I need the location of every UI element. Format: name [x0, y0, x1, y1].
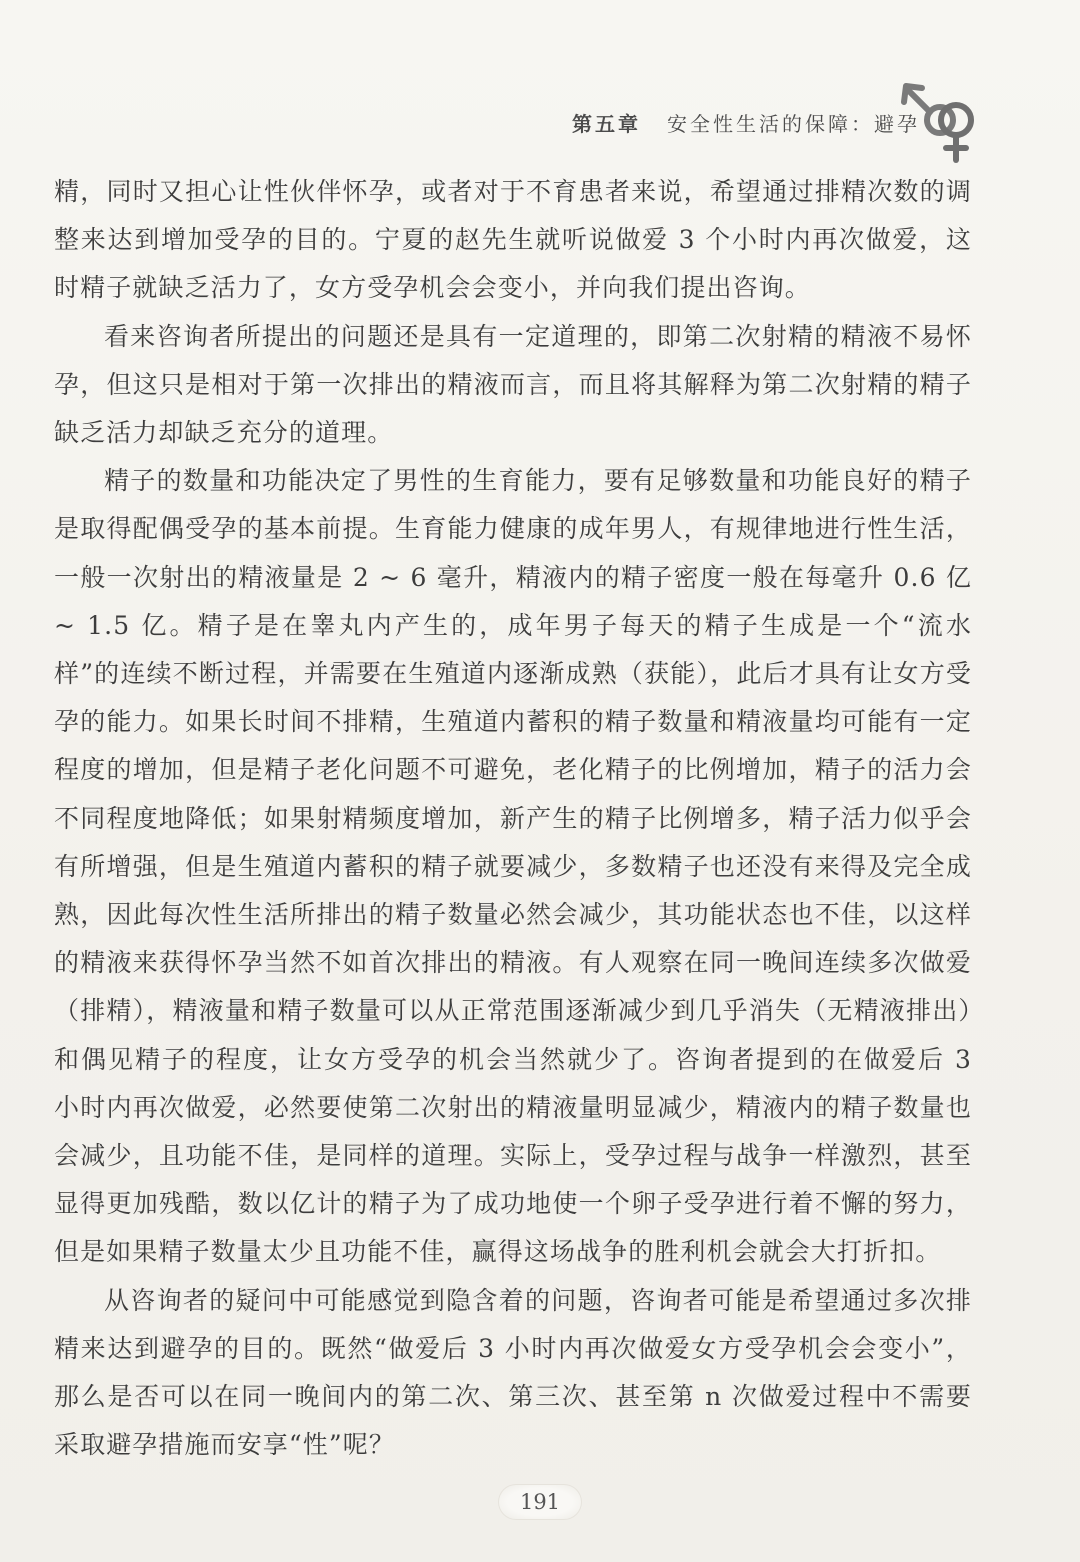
paragraph: 看来咨询者所提出的问题还是具有一定道理的，即第二次射精的精液不易怀孕，但这只是相对于第一次排出的精液而言，而且将其解释为第二次射精的精子缺乏活力却缺乏充分的道理。 [54, 321, 972, 448]
chapter-label: 第五章 [572, 112, 641, 136]
paragraph: 精，同时又担心让性伙伴怀孕，或者对于不育患者来说，希望通过排精次数的调整来达到增加受孕的目的。宁夏的赵先生就听说做爱 3 个小时内再次做爱，这时精子就缺乏活力了，女方受孕机会会变小，并向我们提出咨询。 [54, 177, 972, 303]
running-header [572, 108, 920, 137]
paragraph: 精子的数量和功能决定了男性的生育能力，要有足够数量和功能良好的精子是取得配偶受孕的基本前提。生育能力健康的成年男人，有规律地进行性生活，一般一次射出的精液量是 2 ~ 6 毫升，精液内的精子密度一般在每毫升 0.6 亿 ~ 1.5 亿。精子是在睾丸内产生的，成年男子每天的精子生成是一个“流水样”的连续不断过程，并需要在生殖道内逐渐成熟（获能），此后才具有让女方受孕的能力。如果长时间不排精，生殖道内蓄积的精子数量和精液量均可能有一定程度的增加，但是精子老化问题不可避免，老化精子的比例增加，精子的活力会不同程度地降低；如果射精频度增加，新产生的精子比例增多，精子活力似乎会有所增强，但是生殖道内蓄积的精子就要减少，多数精子也还没有来得及完全成熟，因此每次性生活所排出的精子数量必然会减少，其功能状态也不佳，以这样的精液来获得怀孕当然不如首次排出的精液。有人观察在同一晚间连续多次做爱（排精），精液量和精子数量可以从正常范围逐渐减少到几乎消失（无精液排出）和偶见精子的程度，让女方受孕的机会当然就少了。咨询者提到的在做爱后 3 小时内再次做爱，必然要使第二次射出的精液量明显减少，精液内的精子数量也会减少，且功能不佳，是同样的道理。实际上，受孕过程与战争一样激烈，甚至显得更加残酷，数以亿计的精子为了成功地使一个卵子受孕进行着不懈的努力，但是如果精子数量太少且功能不佳，赢得这场战争的胜利机会就会大打折扣。 [54, 466, 972, 1267]
chapter-title: 安全性生活的保障：避孕 [667, 112, 920, 136]
paragraph: 从咨询者的疑问中可能感觉到隐含着的问题，咨询者可能是希望通过多次排精来达到避孕的目的。既然“做爱后 3 小时内再次做爱女方受孕机会会变小”，那么是否可以在同一晚间内的第二次、第三次、甚至第 n 次做爱过程中不需要采取避孕措施而安享“性”呢？ [54, 1285, 972, 1460]
page-number-container [0, 1484, 1080, 1520]
body-text [54, 168, 972, 1469]
page-number: 191 [498, 1484, 582, 1520]
gender-symbols-icon [900, 80, 984, 164]
header-rule [56, 154, 988, 155]
